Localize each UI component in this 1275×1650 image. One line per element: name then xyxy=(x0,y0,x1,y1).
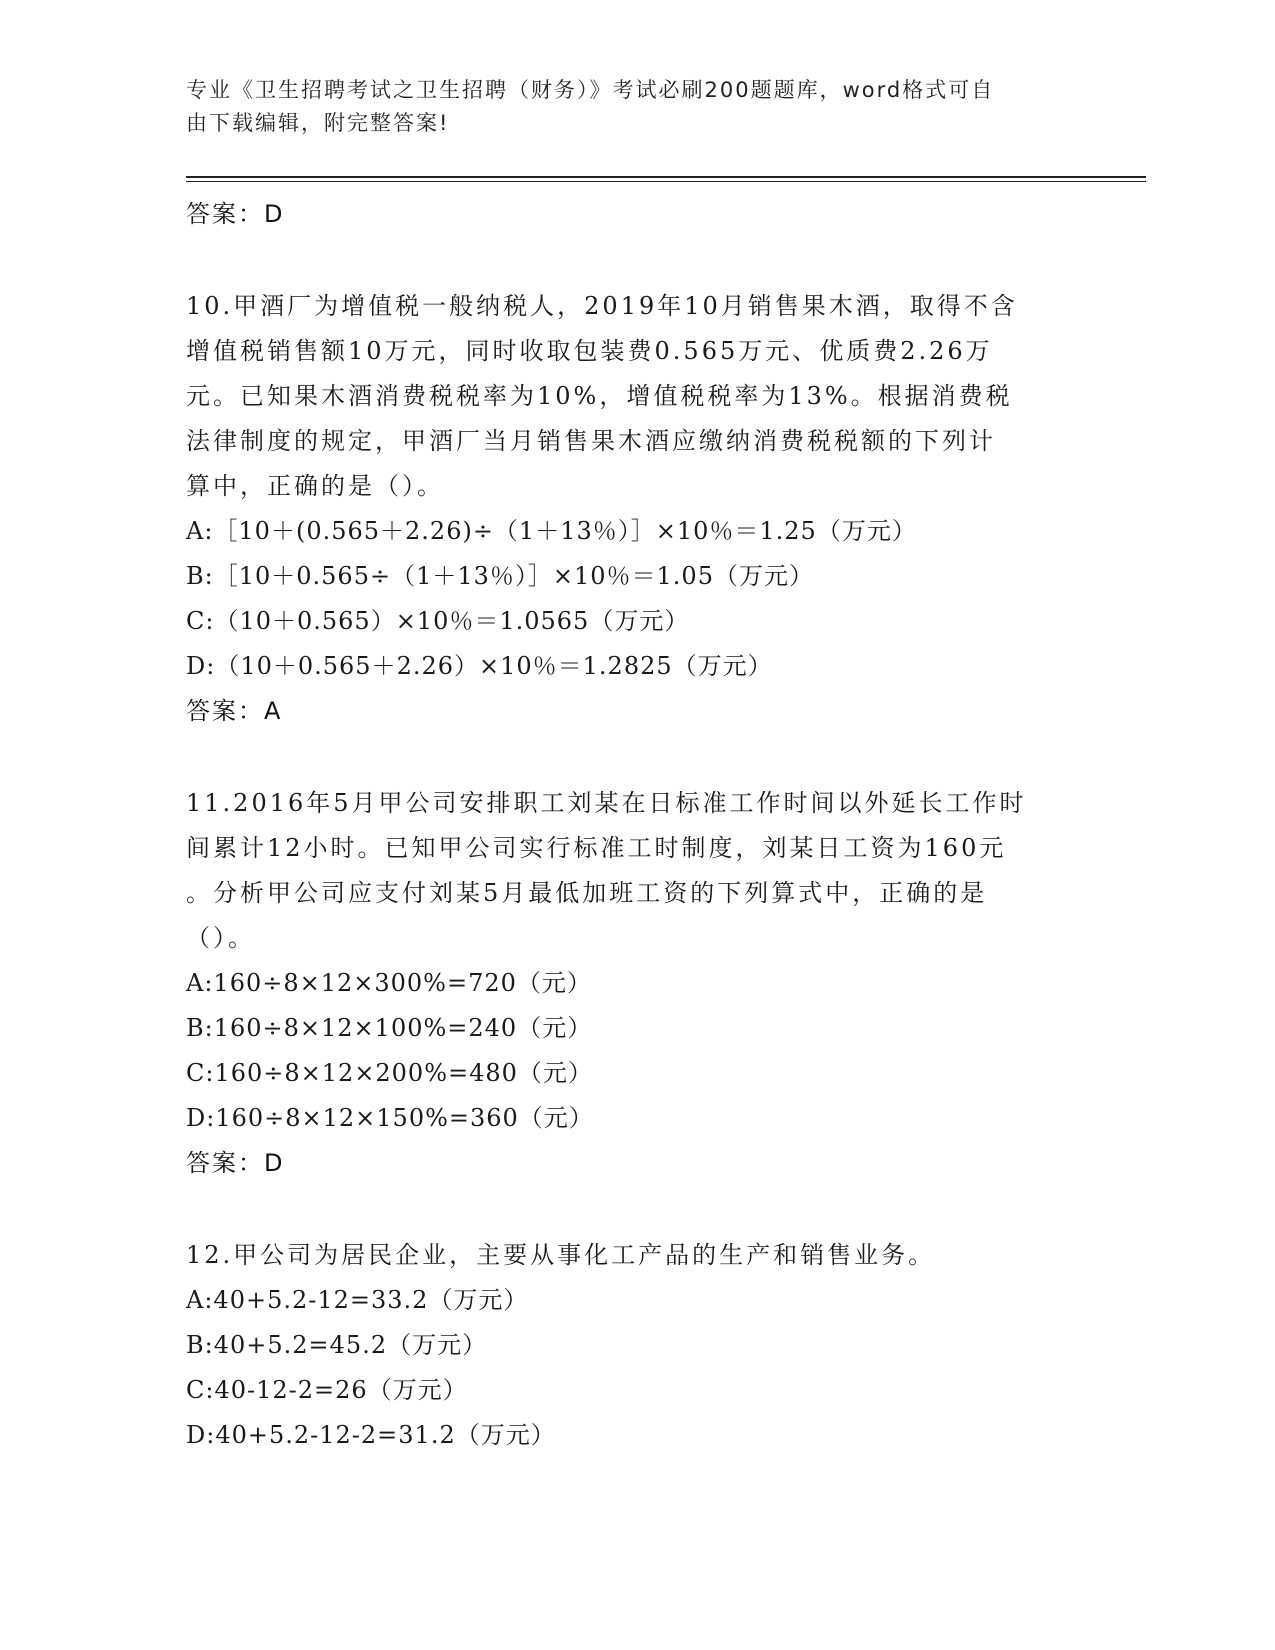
option-a: A:160÷8×12×300%=720（元） xyxy=(186,969,592,997)
question-line: 。分析甲公司应支付刘某5月最低加班工资的下列算式中，正确的是 xyxy=(186,879,988,907)
question-line: 法律制度的规定，甲酒厂当月销售果木酒应缴纳消费税税额的下列计 xyxy=(186,427,996,455)
option-d: D:160÷8×12×150%=360（元） xyxy=(186,1104,594,1132)
answer-q11: 答案：D xyxy=(186,1149,285,1177)
question-11 xyxy=(186,781,1086,1185)
question-10 xyxy=(186,284,1086,733)
header-line-1: 专业《卫生招聘考试之卫生招聘（财务）》考试必刷200题题库，word格式可自 xyxy=(186,78,995,102)
option-a: A:［10＋(0.565＋2.26)÷（1＋13％）］×10％＝1.25（万元） xyxy=(186,517,917,545)
question-line: 算中，正确的是（）。 xyxy=(186,472,444,500)
question-stem xyxy=(186,1233,1066,1278)
header-line-2: 由下载编辑，附完整答案! xyxy=(186,111,450,135)
question-line: 间累计12小时。已知甲公司实行标准工时制度，刘某日工资为160元 xyxy=(186,834,1007,862)
option-c: C:（10＋0.565）×10％＝1.0565（万元） xyxy=(186,607,690,635)
document-body xyxy=(186,188,1086,1458)
question-line: 10.甲酒厂为增值税一般纳税人，2019年10月销售果木酒，取得不含 xyxy=(186,292,1018,320)
question-stem xyxy=(186,781,1066,961)
question-12 xyxy=(186,1233,1086,1458)
spacer xyxy=(186,733,1086,781)
option-c: C:40-12-2=26（万元） xyxy=(186,1376,468,1404)
answer-q9: 答案：D xyxy=(186,200,285,228)
answer-q10: 答案：A xyxy=(186,697,283,725)
page-header xyxy=(186,74,1066,140)
option-a: A:40+5.2-12=33.2（万元） xyxy=(186,1286,529,1314)
spacer xyxy=(186,1185,1086,1233)
option-c: C:160÷8×12×200%=480（元） xyxy=(186,1059,593,1087)
question-line: 12.甲公司为居民企业，主要从事化工产品的生产和销售业务。 xyxy=(186,1241,936,1269)
question-line: 增值税销售额10万元，同时收取包装费0.565万元、优质费2.26万 xyxy=(186,337,993,365)
header-divider-thin xyxy=(186,181,1146,182)
option-d: D:（10＋0.565＋2.26）×10％＝1.2825（万元） xyxy=(186,652,773,680)
question-line: 元。已知果木酒消费税税率为10%，增值税税率为13%。根据消费税 xyxy=(186,382,1013,410)
question-line: 11.2016年5月甲公司安排职工刘某在日标准工作时间以外延长工作时 xyxy=(186,789,1027,817)
header-divider-thick xyxy=(186,176,1146,178)
question-line: （）。 xyxy=(186,924,255,952)
option-d: D:40+5.2-12-2=31.2（万元） xyxy=(186,1421,556,1449)
option-b: B:160÷8×12×100%=240（元） xyxy=(186,1014,593,1042)
option-b: B:［10＋0.565÷（1＋13％）］×10％＝1.05（万元） xyxy=(186,562,814,590)
option-b: B:40+5.2=45.2（万元） xyxy=(186,1331,488,1359)
question-stem xyxy=(186,284,1066,509)
spacer xyxy=(186,236,1086,284)
